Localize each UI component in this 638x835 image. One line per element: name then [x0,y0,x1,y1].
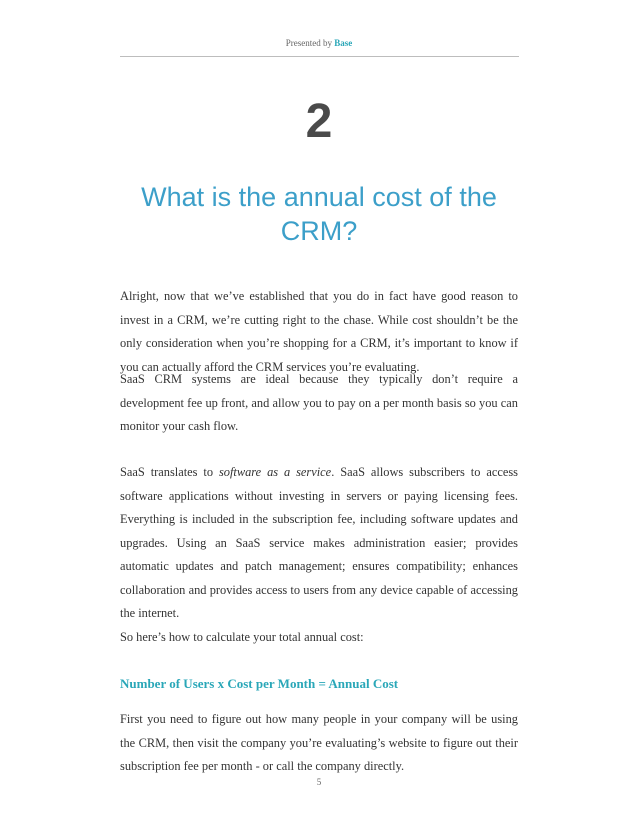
chapter-title: What is the annual cost of the CRM? [141,182,497,246]
paragraph-2 [120,368,518,439]
paragraph-3 [120,461,518,626]
saas-definition: software as a service [218,465,332,479]
paragraph-6 [120,708,518,779]
paragraph-1-text: Alright, now that we’ve established that you do in fact have good reason to invest in a CRM, we’re cutting right to the chase. While cost shouldn’t be the only consideration when you’re shopping for a CRM, it’s important to know if you can actually afford the CRM services you’re evaluating. [120,289,518,374]
paragraph-6-text: First you need to figure out how many people in your company will be using the CRM, then visit the company you’re evaluating’s website to figure out their subscription fee per month - or call the company directly. [120,712,518,773]
paragraph-2-text: SaaS CRM systems are ideal because they typically don’t require a development fee up front, and allow you to pay on a per month basis so you can monitor your cash flow. [120,372,518,433]
cost-formula [120,672,518,696]
chapter-number: 2 [305,95,333,148]
paragraph-4 [120,626,518,650]
presented-by-label: Presented by [285,38,332,48]
paragraph-3-rest: . SaaS allows subscribers to access software applications without investing in servers or paying licensing fees. Everything is included in the subscription fee, including software updates and upgrades. Using an SaaS service makes administration easier; provides automatic updates and patch management; ensures compatibility; enhances collaboration and provides access to users from any device capable of accessing the internet. [120,465,518,620]
paragraph-1 [120,285,518,379]
header-divider [120,56,519,57]
page-number: 5 [316,777,322,787]
paragraph-3-text [120,461,518,626]
brand-name: Base [334,38,353,48]
cost-formula-text: Number of Users x Cost per Month = Annual Cost [120,676,399,691]
paragraph-4-text: So here’s how to calculate your total annual cost: [120,630,364,644]
paragraph-3-lead: SaaS translates to [120,465,219,479]
page-header [0,38,638,48]
